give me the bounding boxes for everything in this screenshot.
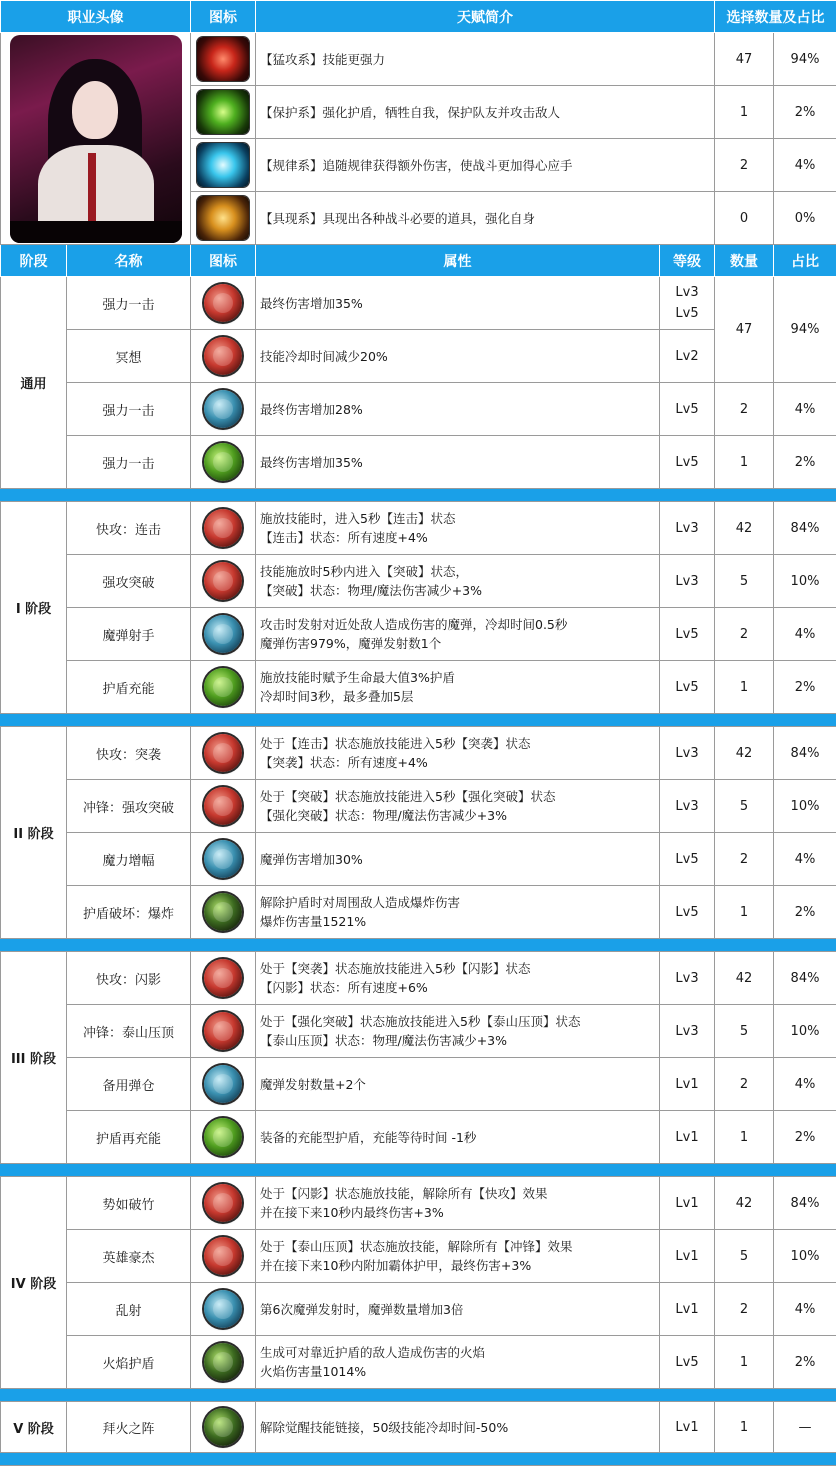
- skill-attr: [256, 1283, 660, 1336]
- skill-level: Lv1: [660, 1058, 715, 1111]
- skill-attr: [256, 661, 660, 714]
- skill-name: 强力一击: [67, 436, 191, 489]
- skill-count: 1: [715, 1111, 774, 1164]
- skill-header-row: [1, 245, 836, 277]
- skill-attr: 最终伤害增加35%: [256, 277, 660, 330]
- skill-pct: 4%: [774, 1058, 836, 1111]
- skill-name: 强力一击: [67, 277, 191, 330]
- skill-level: Lv5: [660, 1336, 715, 1389]
- skill-level: Lv2: [660, 330, 715, 383]
- skill-attr: [256, 1058, 660, 1111]
- skill-pct: 2%: [774, 661, 836, 714]
- section-divider: [1, 489, 836, 502]
- skill-attr-line: 处于【闪影】状态施放技能，解除所有【快攻】效果: [260, 1186, 548, 1201]
- skill-count: 42: [715, 1177, 774, 1230]
- skill-name: 强力一击: [67, 383, 191, 436]
- select-ratio-header: 选择数量及占比: [715, 1, 836, 33]
- skill-name: 备用弹仓: [67, 1058, 191, 1111]
- skill-pct: 84%: [774, 952, 836, 1005]
- skill-row: [1, 502, 836, 555]
- breakthrough-icon: [204, 562, 242, 600]
- skill-row: [1, 1283, 836, 1336]
- skill-level: Lv1: [660, 1177, 715, 1230]
- skill-level: Lv1: [660, 1230, 715, 1283]
- skill-level: Lv1: [660, 1402, 715, 1453]
- stage-label: I 阶段: [1, 502, 67, 714]
- name-header: 名称: [67, 245, 191, 277]
- skill-pct: 84%: [774, 1177, 836, 1230]
- skill-level: Lv3: [660, 727, 715, 780]
- skill-level: Lv3: [660, 555, 715, 608]
- skill-row: [1, 1177, 836, 1230]
- talent-count: 2: [715, 139, 774, 192]
- skill-row: [1, 436, 836, 489]
- skill-attr-line: 处于【强化突破】状态施放技能进入5秒【泰山压顶】状态: [260, 1014, 581, 1029]
- section-divider: [1, 1453, 836, 1466]
- barrage-icon: [204, 1290, 242, 1328]
- skill-name: 护盾再充能: [67, 1111, 191, 1164]
- character-portrait: [10, 35, 182, 243]
- skill-attr-line: 魔弹伤害增加30%: [260, 851, 363, 867]
- skill-attr: [256, 1005, 660, 1058]
- skill-attr-line: 【连击】状态：所有速度+4%: [260, 530, 428, 545]
- skill-attr-line: 施放技能时赋予生命最大值3%护盾: [260, 670, 455, 685]
- skill-attr-line: 装备的充能型护盾，充能等待时间 -1秒: [260, 1129, 477, 1145]
- charge-break-icon: [204, 787, 242, 825]
- skill-name: 护盾充能: [67, 661, 191, 714]
- skill-attr: [256, 1336, 660, 1389]
- skill-row: [1, 608, 836, 661]
- skill-pct: 84%: [774, 502, 836, 555]
- strike-icon: [204, 284, 242, 322]
- skill-attr: [256, 555, 660, 608]
- skill-pct: 4%: [774, 1283, 836, 1336]
- stage-label: V 阶段: [1, 1402, 67, 1453]
- skill-pct: 4%: [774, 608, 836, 661]
- skill-attr-line: 处于【泰山压顶】状态施放技能，解除所有【冲锋】效果: [260, 1239, 573, 1254]
- skill-attr: [256, 727, 660, 780]
- level-header: 等级: [660, 245, 715, 277]
- skill-attr-line: 【强化突破】状态：物理/魔法伤害减少+3%: [260, 808, 508, 823]
- spare-magazine-icon: [204, 1065, 242, 1103]
- skill-level: Lv5: [660, 383, 715, 436]
- shield-burst-icon: [204, 893, 242, 931]
- unstoppable-icon: [204, 1184, 242, 1222]
- skill-count: 42: [715, 727, 774, 780]
- talent-fury-icon: [197, 37, 249, 81]
- skill-row: [1, 555, 836, 608]
- count-header: 数量: [715, 245, 774, 277]
- skill-level: Lv1: [660, 1111, 715, 1164]
- skill-row: [1, 780, 836, 833]
- talent-intro-header: 天赋简介: [256, 1, 715, 33]
- mountain-crush-icon: [204, 1012, 242, 1050]
- talent-desc: 【猛攻系】技能更强力: [256, 33, 715, 86]
- hero-icon: [204, 1237, 242, 1275]
- skill-level: Lv3: [660, 952, 715, 1005]
- skill-count: 5: [715, 555, 774, 608]
- skill-pct: 2%: [774, 1111, 836, 1164]
- skill-attr: [256, 780, 660, 833]
- skill-name: 护盾破坏：爆炸: [67, 886, 191, 939]
- icon-header: 图标: [191, 245, 256, 277]
- skill-attr-line: 【闪影】状态：所有速度+6%: [260, 980, 428, 995]
- skill-row: [1, 383, 836, 436]
- talent-desc: 【规律系】追随规律获得额外伤害，使战斗更加得心应手: [256, 139, 715, 192]
- skill-attr: [256, 608, 660, 661]
- skill-count: 2: [715, 383, 774, 436]
- skill-attr-line: 魔弹伤害979%，魔弹发射数1个: [260, 636, 442, 651]
- skill-row: [1, 1336, 836, 1389]
- skill-attr-line: 第6次魔弹发射时，魔弹数量增加3倍: [260, 1301, 464, 1317]
- skill-attr-line: 处于【突袭】状态施放技能进入5秒【闪影】状态: [260, 961, 531, 976]
- skill-row: [1, 661, 836, 714]
- skill-pct: 10%: [774, 1230, 836, 1283]
- skill-attr: [256, 833, 660, 886]
- skill-attr-line: 【突袭】状态：所有速度+4%: [260, 755, 428, 770]
- skill-count: 1: [715, 436, 774, 489]
- section-divider: [1, 939, 836, 952]
- skill-row: [1, 330, 836, 383]
- talent-count: 1: [715, 86, 774, 139]
- skill-row: [1, 833, 836, 886]
- skill-pct: 84%: [774, 727, 836, 780]
- skill-attr: 解除觉醒技能链接，50级技能冷却时间-50%: [256, 1402, 660, 1453]
- talent-pct: 94%: [774, 33, 836, 86]
- mana-amplify-icon: [204, 840, 242, 878]
- skill-level: Lv3 Lv5: [660, 277, 715, 330]
- skill-count: 5: [715, 1005, 774, 1058]
- skill-attr-line: 爆炸伤害量1521%: [260, 914, 367, 929]
- skill-name: 强攻突破: [67, 555, 191, 608]
- skill-attr: 最终伤害增加35%: [256, 436, 660, 489]
- skill-pct: 2%: [774, 1336, 836, 1389]
- skill-level: Lv3: [660, 502, 715, 555]
- section-divider: [1, 1389, 836, 1402]
- skill-row: [1, 1111, 836, 1164]
- stage-label: IV 阶段: [1, 1177, 67, 1389]
- skill-count: 1: [715, 661, 774, 714]
- talent-law-icon: [197, 143, 249, 187]
- skill-name: 冲锋：强攻突破: [67, 780, 191, 833]
- strike-icon: [204, 390, 242, 428]
- skill-attr-line: 技能施放时5秒内进入【突破】状态，: [260, 564, 468, 579]
- skill-attr: [256, 1230, 660, 1283]
- skill-name: 英雄豪杰: [67, 1230, 191, 1283]
- skill-count: 2: [715, 833, 774, 886]
- skill-count: 5: [715, 1230, 774, 1283]
- skill-attr-line: 生成可对靠近护盾的敌人造成伤害的火焰: [260, 1345, 486, 1360]
- skill-row: [1, 1058, 836, 1111]
- stage-label: 通用: [1, 277, 67, 489]
- meditate-icon: [204, 337, 242, 375]
- section-divider: [1, 1164, 836, 1177]
- portrait-header: 职业头像: [1, 1, 191, 33]
- skill-attr-line: 施放技能时，进入5秒【连击】状态: [260, 511, 456, 526]
- skill-count: 2: [715, 1283, 774, 1336]
- skill-count: 1: [715, 1336, 774, 1389]
- skill-attr: 技能冷却时间减少20%: [256, 330, 660, 383]
- shield-charge-icon: [204, 668, 242, 706]
- skill-pct: 4%: [774, 383, 836, 436]
- skill-attr: [256, 1177, 660, 1230]
- skill-pct: 10%: [774, 1005, 836, 1058]
- skill-pct: 10%: [774, 780, 836, 833]
- skill-pct: —: [774, 1402, 836, 1453]
- stage-header: 阶段: [1, 245, 67, 277]
- talent-desc: 【具现系】具现出各种战斗必要的道具，强化自身: [256, 192, 715, 245]
- skill-attr-line: 火焰伤害量1014%: [260, 1364, 367, 1379]
- stage-label: II 阶段: [1, 727, 67, 939]
- skill-level: Lv5: [660, 833, 715, 886]
- skill-level: Lv3: [660, 1005, 715, 1058]
- magic-bullet-icon: [204, 615, 242, 653]
- skill-row: [1, 952, 836, 1005]
- skill-attr: [256, 1111, 660, 1164]
- skill-pct: 94%: [774, 277, 836, 383]
- section-divider: [1, 714, 836, 727]
- talent-pct: 2%: [774, 86, 836, 139]
- skill-name: 魔弹射手: [67, 608, 191, 661]
- skill-row: [1, 1230, 836, 1283]
- skill-name: 乱射: [67, 1283, 191, 1336]
- skill-name: 冥想: [67, 330, 191, 383]
- skill-name: 势如破竹: [67, 1177, 191, 1230]
- skill-count: 2: [715, 1058, 774, 1111]
- skill-level: Lv5: [660, 661, 715, 714]
- attr-header: 属性: [256, 245, 660, 277]
- skill-name: 拜火之阵: [67, 1402, 191, 1453]
- talent-protect-icon: [197, 90, 249, 134]
- skill-name: 快攻：闪影: [67, 952, 191, 1005]
- talent-pct: 0%: [774, 192, 836, 245]
- skill-row: [1, 727, 836, 780]
- talent-pct: 4%: [774, 139, 836, 192]
- skill-level: Lv5: [660, 886, 715, 939]
- skill-row: [1, 886, 836, 939]
- flash-shadow-icon: [204, 959, 242, 997]
- skill-name: 火焰护盾: [67, 1336, 191, 1389]
- skill-attr-line: 处于【突破】状态施放技能进入5秒【强化突破】状态: [260, 789, 556, 804]
- combo-icon: [204, 509, 242, 547]
- skill-row: [1, 1005, 836, 1058]
- skill-level: Lv1: [660, 1283, 715, 1336]
- flame-shield-icon: [204, 1343, 242, 1381]
- skill-row: [1, 277, 836, 330]
- raid-icon: [204, 734, 242, 772]
- skill-count: 1: [715, 886, 774, 939]
- skill-name: 魔力增幅: [67, 833, 191, 886]
- skill-attr-line: 【泰山压顶】状态：物理/魔法伤害减少+3%: [260, 1033, 508, 1048]
- skill-count: 47: [715, 277, 774, 383]
- skill-pct: 10%: [774, 555, 836, 608]
- skill-attr-line: 冷却时间3秒，最多叠加5层: [260, 689, 414, 704]
- skill-level: Lv5: [660, 608, 715, 661]
- skill-attr: [256, 886, 660, 939]
- skill-pct: 2%: [774, 436, 836, 489]
- skill-attr-line: 并在接下来10秒内最终伤害+3%: [260, 1205, 444, 1220]
- icon-header: 图标: [191, 1, 256, 33]
- skill-attr: [256, 952, 660, 1005]
- talent-count: 47: [715, 33, 774, 86]
- skill-name: 快攻：连击: [67, 502, 191, 555]
- skill-pct: 4%: [774, 833, 836, 886]
- skill-pct: 2%: [774, 886, 836, 939]
- skill-attr-line: 魔弹发射数量+2个: [260, 1076, 366, 1092]
- talent-desc: 【保护系】强化护盾，牺牲自我，保护队友并攻击敌人: [256, 86, 715, 139]
- skill-row: [1, 1402, 836, 1453]
- skill-name: 冲锋：泰山压顶: [67, 1005, 191, 1058]
- skill-level: Lv5: [660, 436, 715, 489]
- skill-attr-line: 处于【连击】状态施放技能进入5秒【突袭】状态: [260, 736, 531, 751]
- talent-manifest-icon: [197, 196, 249, 240]
- skill-count: 2: [715, 608, 774, 661]
- skill-count: 5: [715, 780, 774, 833]
- fire-array-icon: [204, 1408, 242, 1446]
- shield-recharge-icon: [204, 1118, 242, 1156]
- skill-attr: [256, 502, 660, 555]
- skill-name: 快攻：突袭: [67, 727, 191, 780]
- skill-count: 42: [715, 502, 774, 555]
- skill-attr-line: 并在接下来10秒内附加霸体护甲，最终伤害+3%: [260, 1258, 532, 1273]
- stage-label: III 阶段: [1, 952, 67, 1164]
- strike-icon: [204, 443, 242, 481]
- talent-count: 0: [715, 192, 774, 245]
- pct-header: 占比: [774, 245, 836, 277]
- portrait-cell: [1, 33, 191, 245]
- skill-attr-line: 攻击时发射对近处敌人造成伤害的魔弹，冷却时间0.5秒: [260, 617, 568, 632]
- skill-attr-line: 【突破】状态：物理/魔法伤害减少+3%: [260, 583, 483, 598]
- skill-attr-line: 解除护盾时对周围敌人造成爆炸伤害: [260, 895, 461, 910]
- top-header-row: [1, 1, 836, 33]
- talent-row: [1, 33, 836, 86]
- skill-count: 1: [715, 1402, 774, 1453]
- skill-count: 42: [715, 952, 774, 1005]
- skill-level: Lv3: [660, 780, 715, 833]
- skill-attr: 最终伤害增加28%: [256, 383, 660, 436]
